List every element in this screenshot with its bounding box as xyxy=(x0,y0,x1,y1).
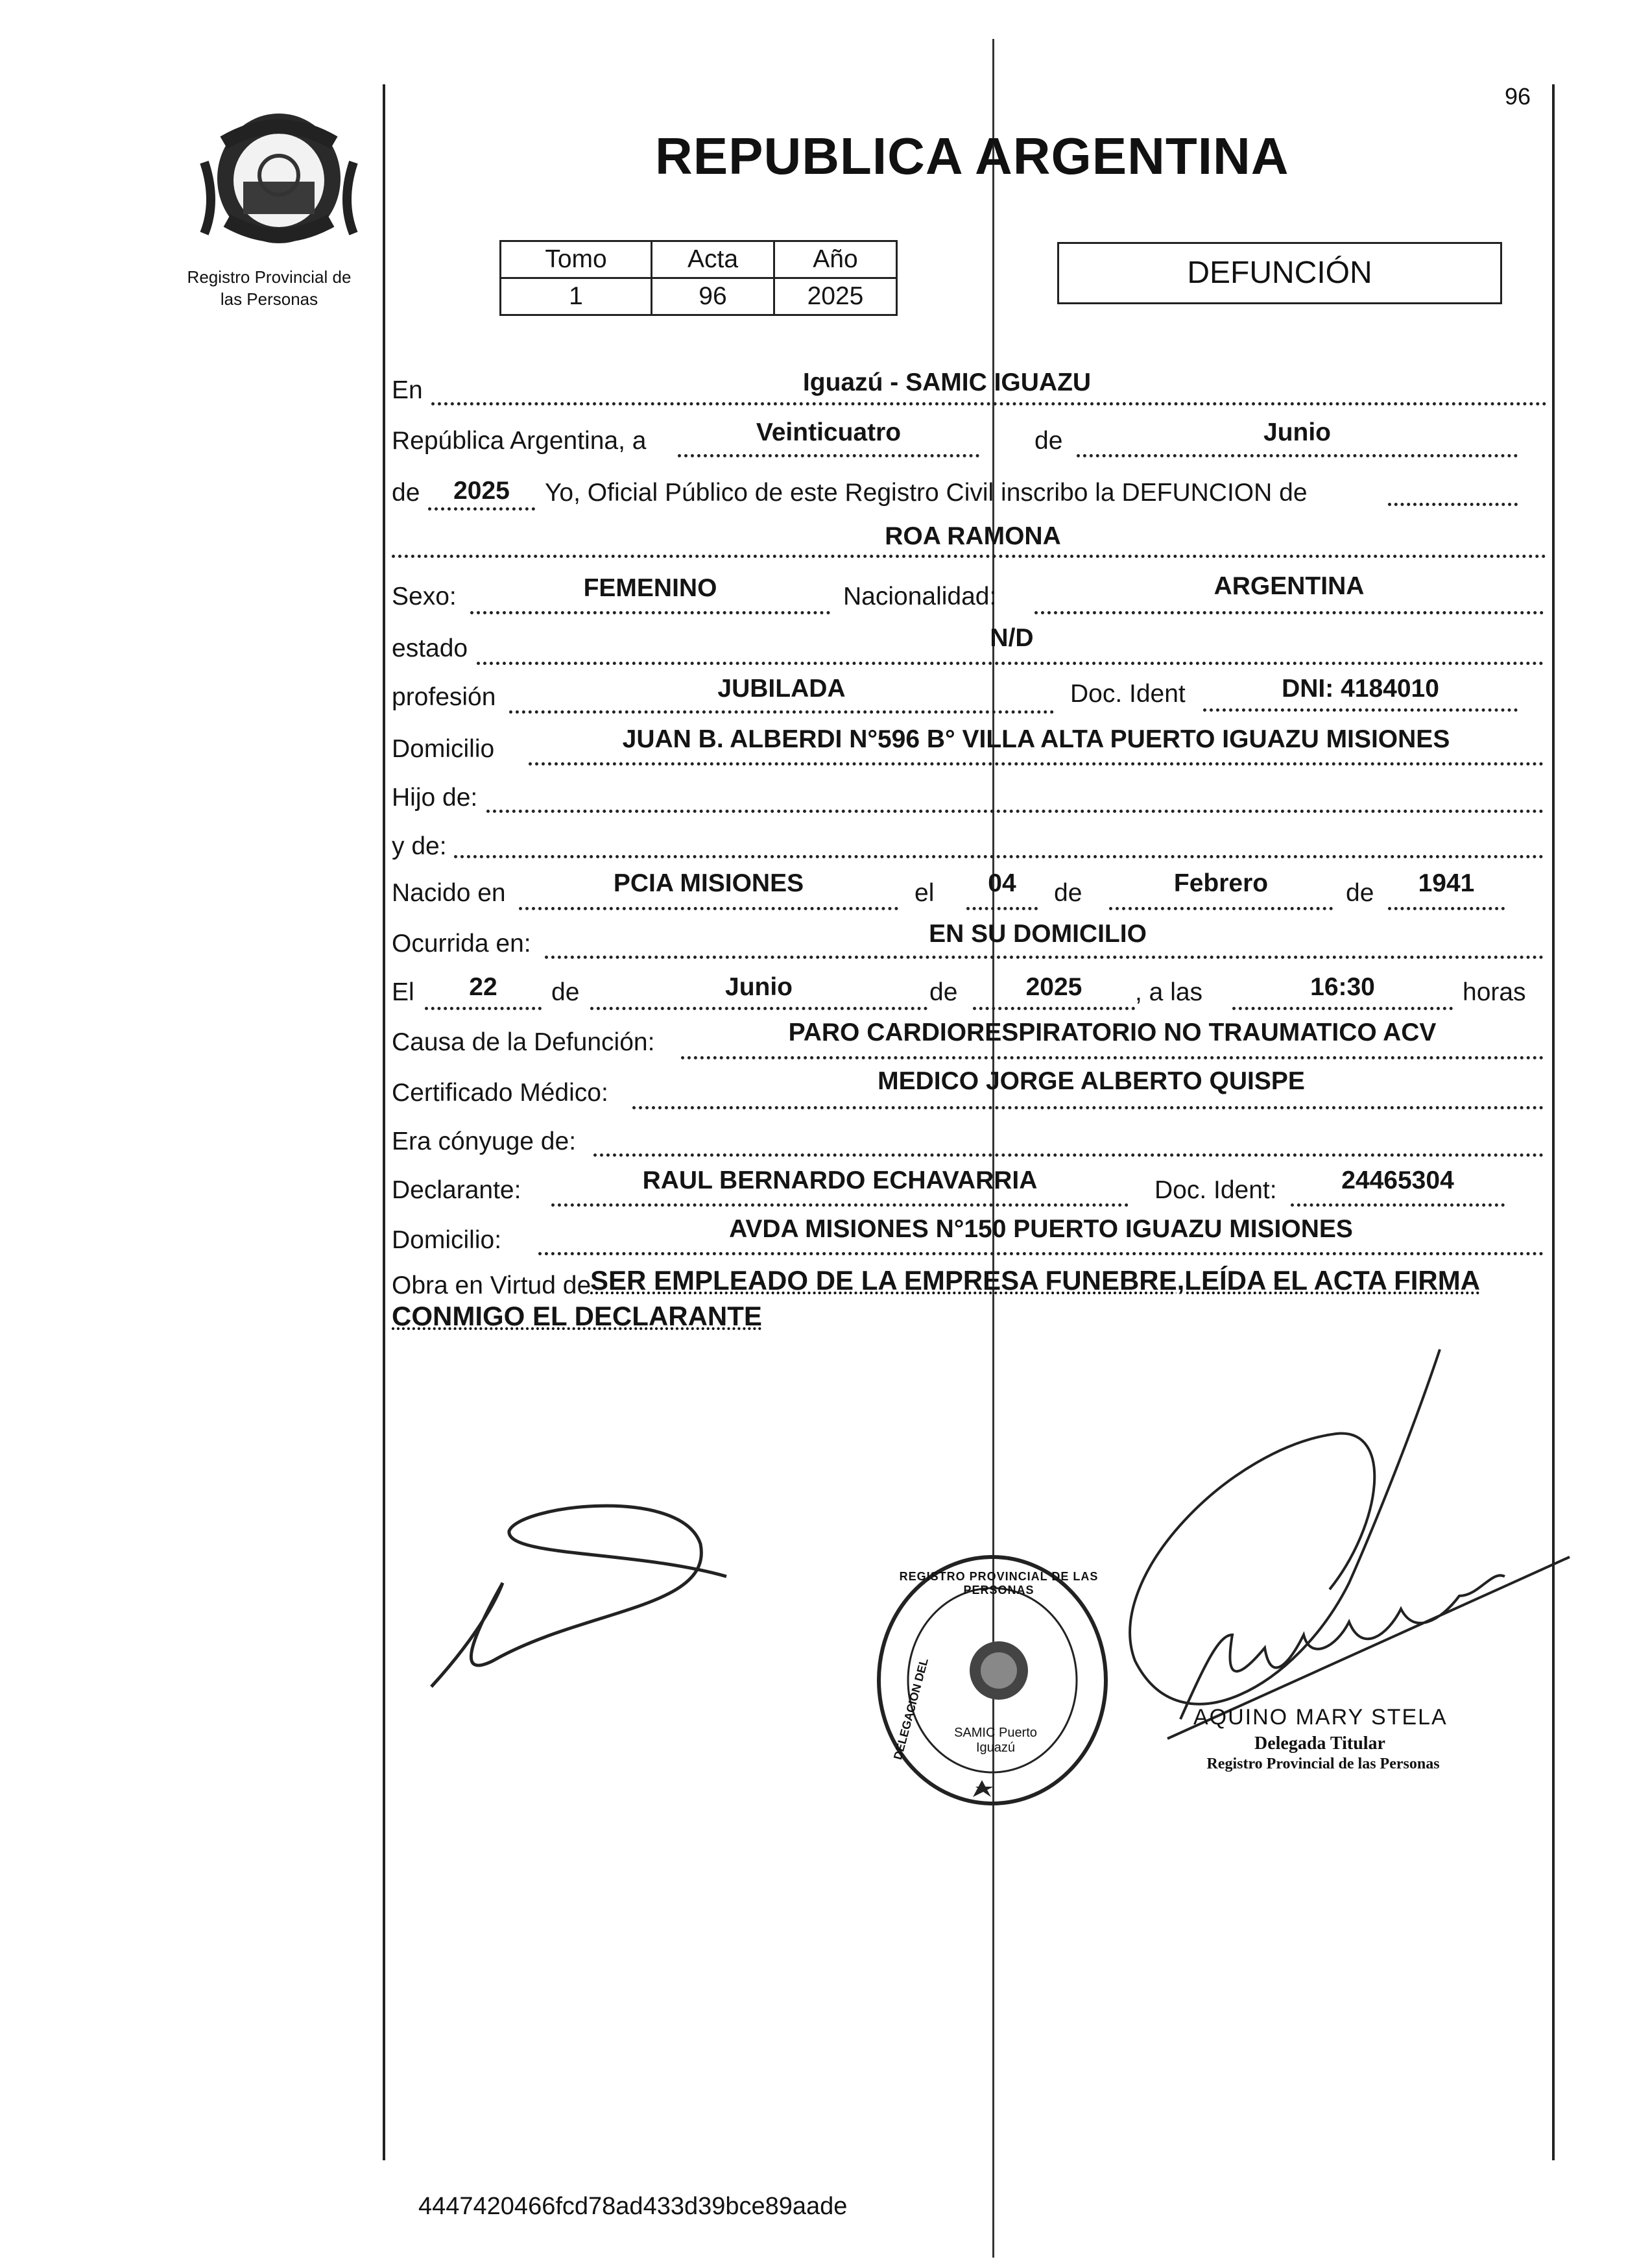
signatory-org: Registro Provincial de las Personas xyxy=(1206,1755,1440,1772)
hijo-de-label: Hijo de: xyxy=(392,784,478,812)
death-year-value: 2025 xyxy=(1025,973,1082,1001)
a-las-label: , a las xyxy=(1135,978,1203,1006)
domicilio-label: Domicilio xyxy=(392,735,495,763)
death-time-value: 16:30 xyxy=(1310,973,1375,1001)
birth-day-value: 04 xyxy=(988,869,1016,897)
registry-name-line1: Registro Provincial de xyxy=(187,267,352,287)
acta-value: 96 xyxy=(652,278,774,315)
anio-value: 2025 xyxy=(774,278,897,315)
seal-text-inner: SAMIC Puerto Iguazú xyxy=(954,1726,1037,1755)
causa-value: PARO CARDIORESPIRATORIO NO TRAUMATICO ACV xyxy=(788,1019,1437,1046)
official-signature xyxy=(1130,1349,1440,1704)
nacido-value: PCIA MISIONES xyxy=(613,869,804,897)
birth-year-value: 1941 xyxy=(1418,869,1475,897)
declarante-label: Declarante: xyxy=(392,1176,521,1204)
tomo-header: Tomo xyxy=(501,241,652,278)
nacido-label: Nacido en xyxy=(392,879,506,907)
doc-ident2-value: 24465304 xyxy=(1341,1166,1454,1194)
de-label: de xyxy=(1034,427,1063,455)
doc-ident2-label: Doc. Ident: xyxy=(1154,1176,1277,1204)
seal-text-top: REGISTRO PROVINCIAL DE LAS PERSONAS xyxy=(899,1570,1099,1597)
de-year-label: de xyxy=(392,479,420,507)
certificado-value: MEDICO JORGE ALBERTO QUISPE xyxy=(878,1067,1305,1095)
en-label: En xyxy=(392,376,423,404)
en-value: Iguazú - SAMIC IGUAZU xyxy=(802,368,1092,396)
nacionalidad-label: Nacionalidad: xyxy=(843,583,997,610)
month-value: Junio xyxy=(1263,418,1331,446)
causa-label: Causa de la Defunción: xyxy=(392,1028,655,1056)
ocurrida-label: Ocurrida en: xyxy=(392,930,531,958)
obra-value-line2: CONMIGO EL DECLARANTE xyxy=(392,1301,762,1331)
y-de-label: y de: xyxy=(392,832,447,860)
document-hash-id: 4447420466fcd78ad433d39bce89aade xyxy=(418,2193,848,2220)
sexo-label: Sexo: xyxy=(392,583,457,610)
nacionalidad-value: ARGENTINA xyxy=(1214,572,1365,600)
ocurrida-value: EN SU DOMICILIO xyxy=(929,920,1147,948)
republica-label: República Argentina, a xyxy=(392,427,647,455)
horas-label: horas xyxy=(1463,978,1526,1006)
doc-ident-value: DNI: 4184010 xyxy=(1282,675,1439,703)
page-number: 96 xyxy=(1505,83,1531,110)
domicilio2-label: Domicilio: xyxy=(392,1226,502,1254)
doc-ident-label: Doc. Ident xyxy=(1070,680,1186,708)
estado-label: estado xyxy=(392,634,468,662)
de-birth-month-label: de xyxy=(1054,879,1082,907)
domicilio2-value: AVDA MISIONES N°150 PUERTO IGUAZU MISIONES xyxy=(729,1215,1353,1243)
oficial-statement: Yo, Oficial Público de este Registro Civil inscribo la DEFUNCION de xyxy=(545,479,1308,507)
estado-value: N/D xyxy=(990,624,1034,652)
de-death-month-label: de xyxy=(551,978,580,1006)
domicilio-value: JUAN B. ALBERDI N°596 B° VILLA ALTA PUERTO IGUAZU MISIONES xyxy=(622,725,1450,753)
day-value: Veinticuatro xyxy=(756,418,902,446)
el-birth-label: el xyxy=(915,879,935,907)
seal-text-left: DELEGACIÓN DEL xyxy=(891,1656,931,1761)
acta-header: Acta xyxy=(652,241,774,278)
de-death-year-label: de xyxy=(929,978,958,1006)
signatory-title: Delegada Titular xyxy=(1254,1733,1385,1754)
signatory-name: AQUINO MARY STELA xyxy=(1193,1705,1448,1730)
profesion-label: profesión xyxy=(392,683,496,711)
year-value: 2025 xyxy=(453,477,510,505)
obra-label: Obra en Virtud de xyxy=(392,1272,592,1299)
obra-value-line1: SER EMPLEADO DE LA EMPRESA FUNEBRE,LEÍDA EL ACTA FIRMA xyxy=(590,1265,1481,1296)
deceased-name: ROA RAMONA xyxy=(885,522,1061,550)
record-type-box: DEFUNCIÓN xyxy=(1057,242,1502,304)
declarant-signature xyxy=(431,1506,726,1687)
registry-name-line2: las Personas xyxy=(220,289,318,309)
profesion-value: JUBILADA xyxy=(717,675,846,703)
anio-header: Año xyxy=(774,241,897,278)
el-death-label: El xyxy=(392,978,414,1006)
birth-month-value: Febrero xyxy=(1173,869,1269,897)
sexo-value: FEMENINO xyxy=(583,574,717,602)
page-title: REPUBLICA ARGENTINA xyxy=(655,127,1289,185)
certificado-label: Certificado Médico: xyxy=(392,1079,608,1107)
death-month-value: Junio xyxy=(725,973,793,1001)
death-day-value: 22 xyxy=(469,973,497,1001)
conyuge-label: Era cónyuge de: xyxy=(392,1128,577,1155)
declarante-value: RAUL BERNARDO ECHAVARRIA xyxy=(642,1166,1038,1194)
tomo-value: 1 xyxy=(501,278,652,315)
de-birth-year-label: de xyxy=(1346,879,1374,907)
